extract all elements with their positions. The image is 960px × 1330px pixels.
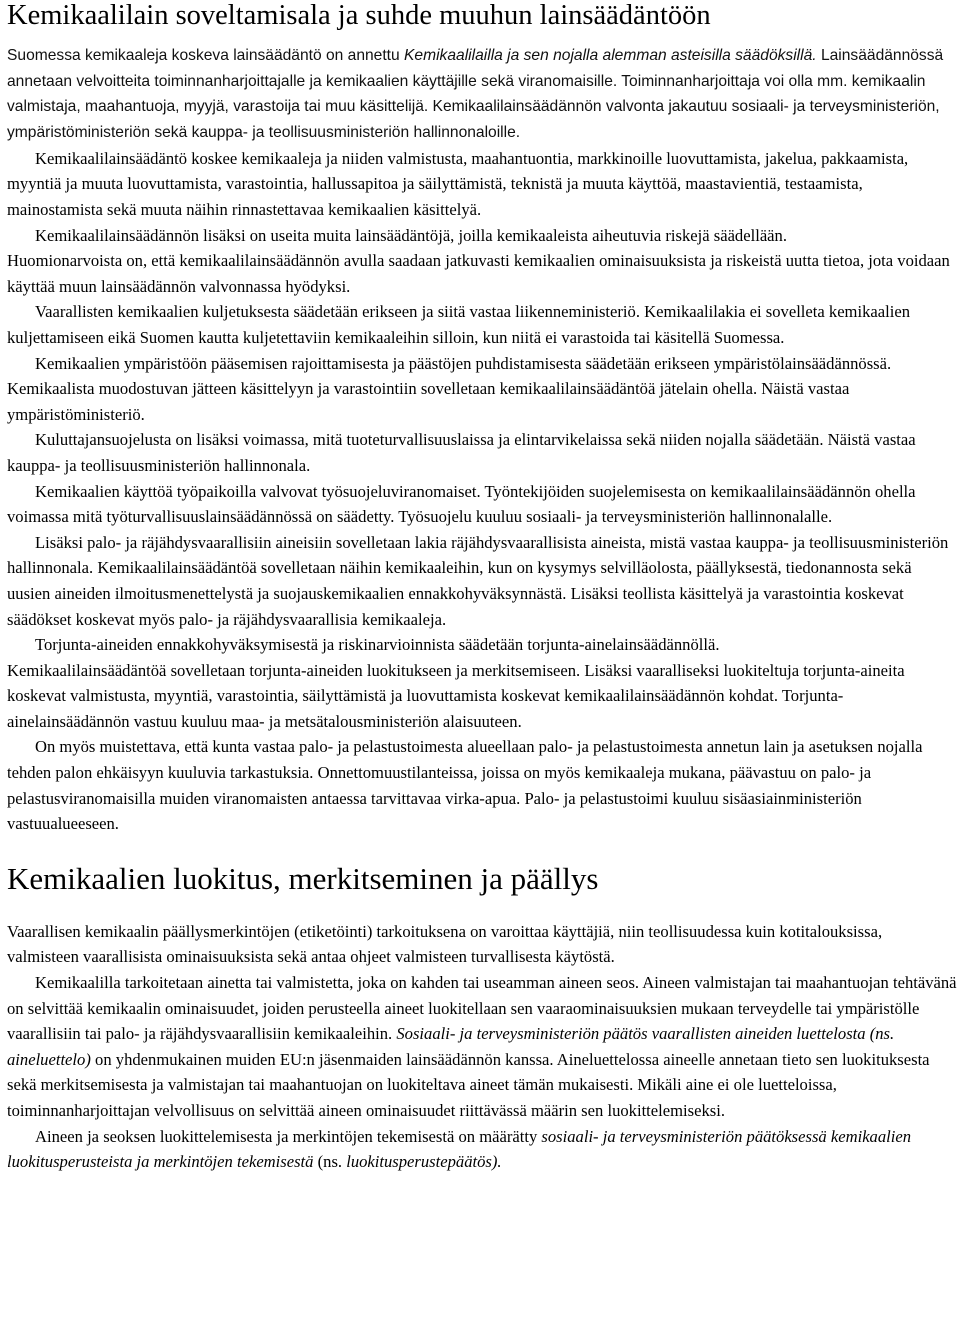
paragraph [7, 970, 957, 1124]
paragraph: Kemikaalilainsäädäntö koskee kemikaaleja ja niiden valmistusta, maahantuontia, markkinoille luovuttamista, jakelua, pakkaamista, myyntiä ja muuta luovuttamista, varastointia, hallussapitoa ja säilyttämistä, teknistä ja muuta käyttöä, maastavientiä, testaamista, mainostamista sekä muuta näihin rinnastettavaa kemikaalien käsittelyä. [7, 148, 909, 219]
paragraph: On myös muistettava, että kunta vastaa palo- ja pelastustoimesta alueellaan palo- ja pelastustoimesta annetun lain ja asetuksen nojalla tehden palon ehkäisyyn kuuluvia tarkastuksia. Onnettomuustilanteissa, joissa on myös kemikaaleja mukana, päävastuu on palo- ja pelastusviranomaisilla muiden viranomaisten antaessa tarvittavaa virka-apua. Palo- ja pelastustoimi kuuluu sisäasiainministeriön vastuualueeseen. [7, 737, 923, 834]
paragraph: Kemikaalilainsäädännön lisäksi on useita muita lainsäädäntöjä, joilla kemikaaleista aiheutuvia riskejä säädellään. [35, 225, 787, 245]
section-heading: Kemikaalilain soveltamisala ja suhde muuhun lainsäädäntöön [7, 0, 711, 31]
section-heading: Kemikaalien luokitus, merkitseminen ja päällys [7, 860, 599, 896]
paragraph: Kemikaalien ympäristöön pääsemisen rajoittamisesta ja päästöjen puhdistamisesta säädetään erikseen ympäristölainsäädännössä. Kemikaalista muodostuvan jätteen käsittelyyn ja varastointiin sovelletaan kemikaalilainsäädäntöä jätelain ohella. Näistä vastaa ympäristöministeriö. [7, 353, 892, 424]
paragraph-text: on yhdenmukainen muiden EU:n jäsenmaiden lainsäädännön kanssa. Aineluettelossa aineelle annetaan tieto sen luokituksesta sekä merkitsemisesta ja valmistajan tai maahantuojan on luokiteltava aineet tämän mukaisesti. Mikäli aine ei ole luetteloissa, toiminnanharjoittajan velvollisuus on selvittää aineen ominaisuudet riittävässä määrin sen luokittelemiseksi. [7, 1049, 930, 1120]
paragraph: Vaarallisen kemikaalin päällysmerkintöjen (etiketöinti) tarkoituksena on varoittaa käyttäjiä, niin teollisuudessa kuin kotitalouksissa, valmisteen vaarallisista ominaisuuksista sekä antaa ohjeet valmisteen turvallisesta käytöstä. [7, 921, 883, 967]
paragraph: Kuluttajansuojelusta on lisäksi voimassa, mitä tuoteturvallisuuslaissa ja elintarvikelaissa sekä niiden nojalla säädetään. Näistä vastaa kauppa- ja teollisuusministeriön hallinnonala. [7, 430, 916, 475]
intro-paragraph [7, 43, 957, 146]
paragraph: Torjunta-aineiden ennakkohyväksymisestä ja riskinarvioinnista säädetään torjunta-ainelainsäädännöllä. [35, 635, 720, 655]
paragraph: Vaarallisten kemikaalien kuljetuksesta säädetään erikseen ja siitä vastaa liikenneministeriö. Kemikaalilakia ei sovelleta kemikaalien kuljettamiseen eikä Suomen kautta kuljetettaviin kemikaaleihin silloin, kun niitä ei varastoida tai käsitellä Suomessa. [7, 302, 910, 347]
paragraph-text: (ns. [313, 1152, 347, 1172]
section-body-serif [7, 919, 957, 1175]
section-body-serif [7, 146, 957, 837]
intro-italic: Kemikaalilailla ja sen nojalla alemman asteisilla säädöksillä. [404, 47, 817, 64]
paragraph: Huomionarvoista on, että kemikaalilainsäädännön avulla saadaan jatkuvasti kemikaalien ominaisuuksista ja riskeistä uutta tietoa, jota voidaan käyttää muun lainsäädännön valvonnassa hyödyksi. [7, 251, 950, 296]
italic-reference: luokitusperustepäätös). [346, 1152, 502, 1172]
paragraph: Lisäksi palo- ja räjähdysvaarallisiin aineisiin sovelletaan lakia räjähdysvaarallisista aineista, mistä vastaa kauppa- ja teollisuusministeriön hallinnonala. Kemikaalilainsäädäntöä sovelletaan näihin kemikaaleihin, kun on kysymys selvilläolosta, päällyksestä, tiedonannosta sekä uusien aineiden ilmoitusmenettelystä ja suojauskemikaalien ennakkohyväksynnästä. Lisäksi teollista käsittelyä ja varastointia koskevat säädökset koskevat myös palo- ja räjähdysvaarallisia kemikaaleja. [7, 532, 949, 629]
intro-text-cont: Lainsäädännössä annetaan velvoitteita toiminnanharjoittajalle ja kemikaalien käyttäjille sekä viranomaisille. Toiminnanharjoittaja voi olla mm. kemikaalin valmistaja, maahantuoja, myyjä, varastoija tai muu käsittelijä. Kemikaalilainsäädännön valvonta jakautuu sosiaali- ja terveysministeriön, ympäristöministeriön sekä kauppa- ja teollisuusministeriön hallinnonaloille. [7, 47, 944, 142]
italic-reference: sosiaali- ja terveysministeriön päätöksessä kemikaalien luokitusperusteista ja merkintöjen tekemisestä [7, 1126, 912, 1172]
paragraph: Kemikaalilainsäädäntöä sovelletaan torjunta-aineiden luokitukseen ja merkitsemiseen. Lisäksi vaaralliseksi luokiteltuja torjunta-aineita koskevat valmistusta, myyntiä, varastointia, säilyttämistä ja luovuttamista koskevat kemikaalilainsäädännön kohdat. Torjunta-ainelainsäädännön vastuu kuuluu maa- ja metsätalousministeriön alaisuuteen. [7, 660, 905, 731]
paragraph-text: Aineen ja seoksen luokittelemisesta ja merkintöjen tekemisestä on määrätty [35, 1126, 542, 1146]
paragraph-text: Kemikaalilla tarkoitetaan ainetta tai valmistetta, joka on kahden tai useamman aineen seos. Aineen valmistajan tai maahantuojan tehtävänä on selvittää kemikaalin ominaisuudet, joiden perusteella aineet luokitellaan sen vaaraominaisuuksien mukaan terveydelle tai ympäristölle vaarallisiin tai palo- ja räjähdysvaarallisiin kemikaaleihin. [7, 973, 957, 1044]
intro-text: Suomessa kemikaaleja koskeva lainsäädäntö on annettu [7, 47, 405, 64]
italic-reference: Sosiaali- ja terveysministeriön päätös vaarallisten aineiden luettelosta (ns. aineluettelo) [7, 1024, 895, 1069]
paragraph [7, 1124, 957, 1175]
document-page [7, 0, 957, 1175]
paragraph: Kemikaalien käyttöä työpaikoilla valvovat työsuojeluviranomaiset. Työntekijöiden suojelemisesta on kemikaalilainsäädännön ohella voimassa mitä työturvallisuuslainsäädännössä on säädetty. Työsuojelu kuuluu sosiaali- ja terveysministeriön hallinnonalalle. [7, 481, 916, 527]
section-body [7, 43, 957, 146]
